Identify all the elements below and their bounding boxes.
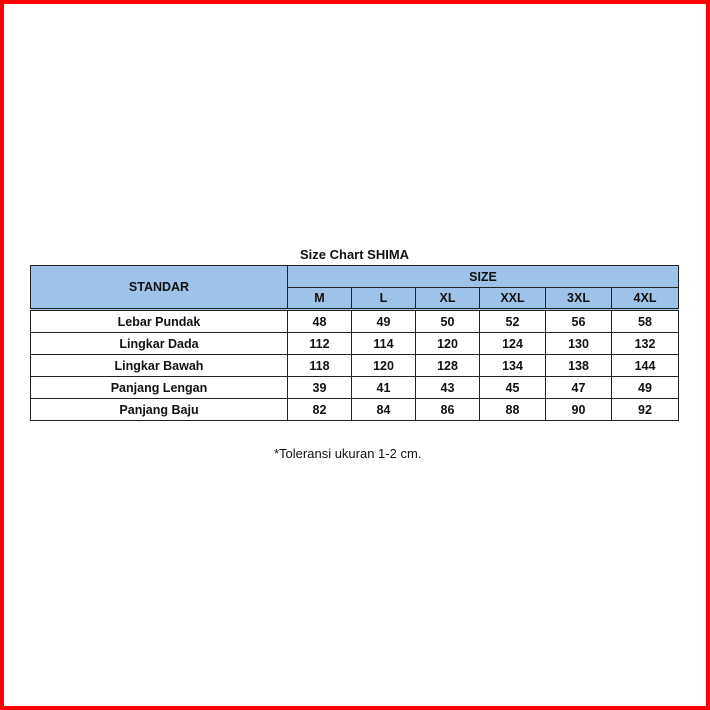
row-label: Lingkar Bawah [31,355,288,377]
table-cell: 92 [612,399,679,421]
size-header: M [288,288,352,310]
table-cell: 52 [480,310,546,333]
table-cell: 49 [352,310,416,333]
table-cell: 84 [352,399,416,421]
table-cell: 43 [416,377,480,399]
table-cell: 120 [416,333,480,355]
table-cell: 134 [480,355,546,377]
table-row [31,333,679,355]
table-cell: 48 [288,310,352,333]
table-cell: 47 [546,377,612,399]
table-cell: 144 [612,355,679,377]
table-row [31,399,679,421]
table-cell: 86 [416,399,480,421]
table-cell: 138 [546,355,612,377]
table-cell: 82 [288,399,352,421]
table-cell: 58 [612,310,679,333]
size-header: 4XL [612,288,679,310]
table-cell: 90 [546,399,612,421]
chart-title: Size Chart SHIMA [300,247,410,262]
row-label: Panjang Lengan [31,377,288,399]
tolerance-note: *Toleransi ukuran 1-2 cm. [274,446,422,461]
size-header: XL [416,288,480,310]
standar-header: STANDAR [31,266,288,310]
table-cell: 56 [546,310,612,333]
table-cell: 130 [546,333,612,355]
table-cell: 132 [612,333,679,355]
table-cell: 41 [352,377,416,399]
size-header: L [352,288,416,310]
table-cell: 124 [480,333,546,355]
table-cell: 50 [416,310,480,333]
table-cell: 88 [480,399,546,421]
size-table [30,265,679,421]
table-row [31,377,679,399]
size-group-header: SIZE [288,266,679,288]
size-header: XXL [480,288,546,310]
table-cell: 49 [612,377,679,399]
row-label: Lebar Pundak [31,310,288,333]
row-label: Panjang Baju [31,399,288,421]
table-cell: 128 [416,355,480,377]
table-cell: 112 [288,333,352,355]
table-row [31,310,679,333]
row-label: Lingkar Dada [31,333,288,355]
table-cell: 45 [480,377,546,399]
table-cell: 118 [288,355,352,377]
table-cell: 39 [288,377,352,399]
table-cell: 114 [352,333,416,355]
size-header: 3XL [546,288,612,310]
table-row [31,355,679,377]
table-cell: 120 [352,355,416,377]
